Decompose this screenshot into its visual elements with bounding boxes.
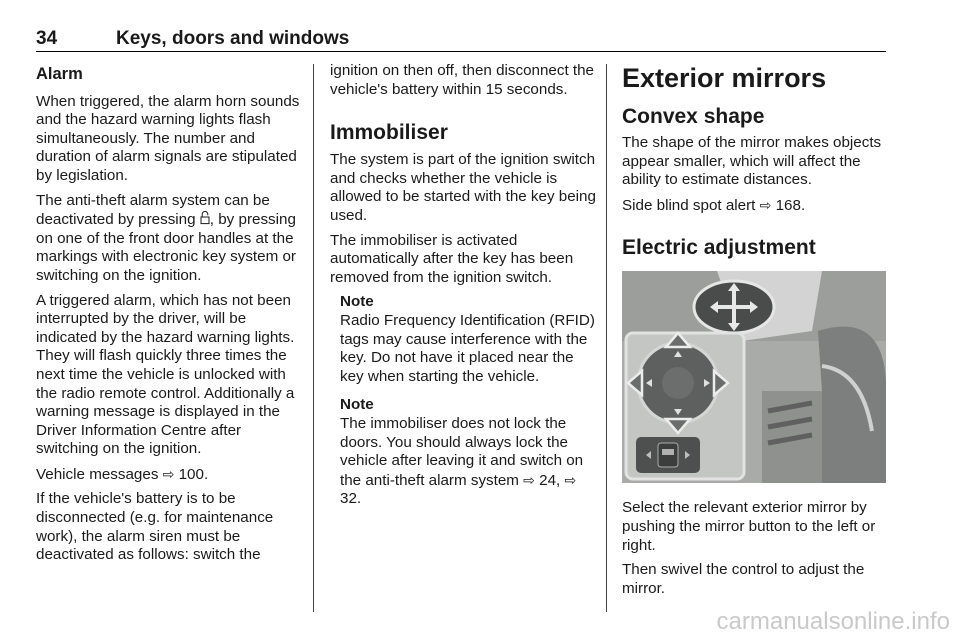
paragraph: The shape of the mirror makes objects appear smaller, which will affect the ability to estimate distances. [622,134,882,189]
arrow-right-outline-icon: ⇨ [564,471,577,488]
xref-page[interactable]: 168 [775,196,801,214]
paragraph: The system is part of the ignition switch and checks whether the vehicle is allowed to be started with the key being used. [330,151,596,224]
column-alarm [36,62,302,571]
note-label: Note [340,396,374,414]
note-block [340,293,596,509]
note-label: Note [340,293,374,311]
heading-convex-shape: Convex shape [622,105,765,128]
arrow-right-outline-icon: ⇨ [759,196,772,213]
padlock-icon [200,210,210,225]
paragraph: When triggered, the alarm horn sounds and the hazard warning lights flash simultaneously. The number and duration of alarm signals are stipulated by legislation. [36,92,300,184]
heading-electric-adjustment: Electric adjustment [622,236,816,260]
column-divider [606,64,607,612]
watermark: carmanualsonline.info [716,608,950,635]
paragraph: Select the relevant exterior mirror by pushing the mirror button to the left or right. [622,499,876,554]
paragraph: If the vehicle's battery is to be disconnected (e.g. for maintenance work), the alarm siren must be deactivated as follows: switch the [36,490,274,564]
heading-immobiliser: Immobiliser [330,121,448,145]
header-rule [36,51,886,52]
xref-page[interactable]: 32 [340,490,357,508]
paragraph: A triggered alarm, which has not been interrupted by the driver, will be indicated by the hazard warning lights. They will flash quickly three times the next time the vehicle is unlocked with the radio remote control. Additionally a warning message is displayed in the Driver Information Centre after switching on the ignition. [36,291,295,458]
page-number: 34 [36,28,58,49]
paragraph: Side blind spot alert ⇨ 168. [622,196,806,214]
note-text: The immobiliser does not lock the doors. You should always lock the vehicle after leaving it and switch on the anti-theft alarm system ⇨ 24, ⇨ 32. [340,414,584,508]
column-immobiliser [330,62,596,515]
heading-alarm: Alarm [36,65,83,83]
paragraph: The immobiliser is activated automatically after the key has been removed from the ignition switch. [330,231,574,286]
chapter-title: Keys, doors and windows [116,28,350,49]
heading-exterior-mirrors: Exterior mirrors [622,63,827,93]
paragraph: ignition on then off, then disconnect the vehicle's battery within 15 seconds. [330,62,595,98]
paragraph: Then swivel the control to adjust the mirror. [622,561,865,597]
mirror-control-illustration [622,271,886,483]
arrow-right-outline-icon: ⇨ [162,465,175,482]
page-header [36,28,886,50]
xref-page[interactable]: 24 [539,471,557,489]
column-exterior-mirrors [622,62,888,604]
note-text: Radio Frequency Identification (RFID) tags may cause interference with the key. Do not have it placed near the key when starting the vehicle. [340,311,595,385]
paragraph: The anti-theft alarm system can be deactivated by pressing , by pressing on one of the front door handles at the markings with electronic key system or switching on the ignition. [36,191,296,284]
paragraph: Vehicle messages ⇨ 100. [36,465,209,483]
xref-page[interactable]: 100 [178,465,204,483]
arrow-right-outline-icon: ⇨ [523,471,535,488]
column-divider [313,64,314,612]
